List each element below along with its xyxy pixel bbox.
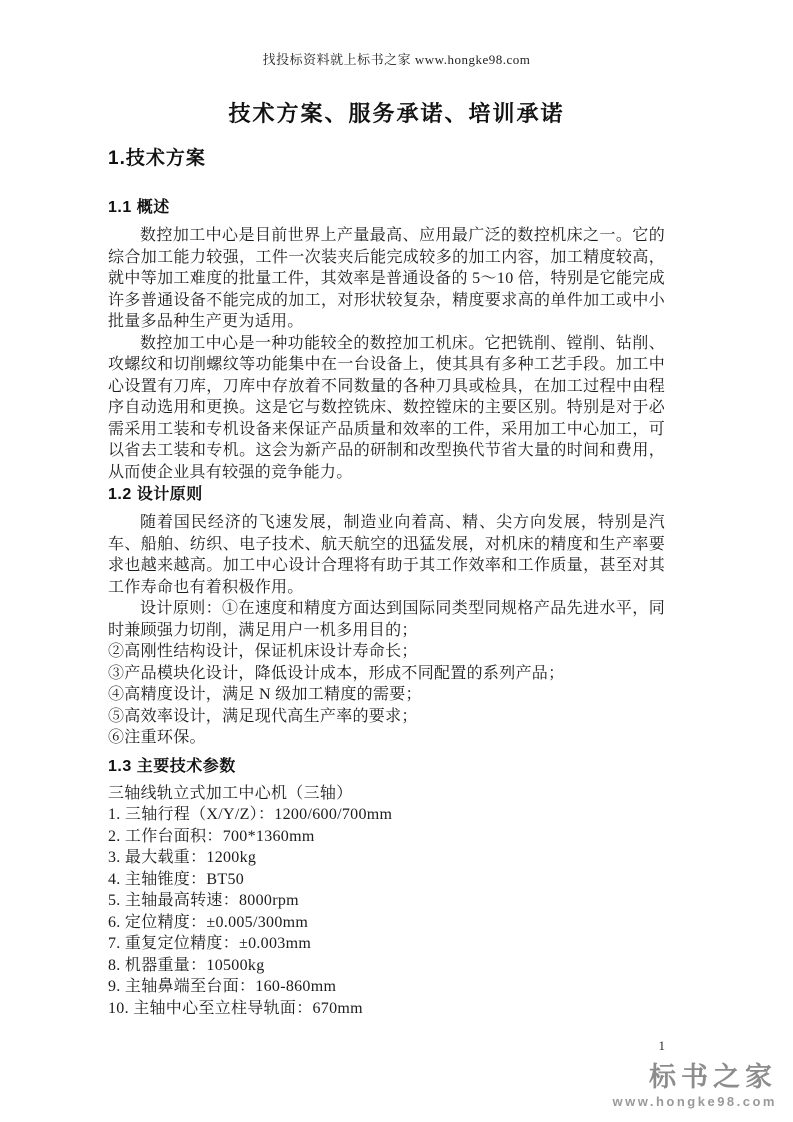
document-body	[108, 140, 665, 1019]
document-title: 技术方案、服务承诺、培训承诺	[228, 101, 565, 126]
parameter-item: 10. 主轴中心至立柱导轨面：670mm	[108, 999, 363, 1017]
design-principle-item: ④高精度设计，满足 N 级加工精度的需要；	[108, 686, 422, 703]
parameter-item: 6. 定位精度：±0.005/300mm	[108, 913, 309, 931]
watermark-logo: 标书之家	[649, 1062, 777, 1092]
design-principle-item: ⑤高效率设计，满足现代高生产率的要求；	[108, 707, 418, 725]
parameter-item: 7. 重复定位精度：±0.003mm	[108, 935, 312, 952]
section-heading-main-parameters: 1.3 主要技术参数	[108, 757, 236, 775]
design-principle-item: ③产品模块化设计，降低设计成本，形成不同配置的系列产品；	[108, 664, 565, 682]
page-number: 1	[658, 1038, 665, 1053]
parameter-item: 5. 主轴最高转速：8000rpm	[108, 892, 299, 909]
page-header-text: 找投标资料就上标书之家 www.hongke98.com	[262, 52, 531, 67]
design-principle-item: ⑥注重环保。	[108, 729, 206, 746]
design-principle-item: ②高刚性结构设计，保证机床设计寿命长；	[108, 643, 418, 660]
chapter-heading-technical-plan: 1.技术方案	[108, 148, 206, 169]
machine-type-line: 三轴线轨立式加工中心机（三轴）	[108, 784, 353, 802]
overview-paragraph-1: 数控加工中心是目前世界上产量最高、应用最广泛的数控机床之一。它的综合加工能力较强，工件一次装夹后能完成较多的加工内容，加工精度较高，就中等加工难度的批量工件，其效率是普通设备的 5～10 倍，特别是它能完成许多普通设备不能完成的加工，对形状较复杂，精度要求高的单件加工或中小批量多品种生产更为适用。	[108, 227, 665, 330]
parameter-item: 8. 机器重量：10500kg	[108, 956, 265, 974]
parameter-item: 9. 主轴鼻端至台面：160-860mm	[108, 978, 337, 995]
design-principles-list	[108, 641, 665, 749]
design-principles-lead: 设计原则：①在速度和精度方面达到国际同类型同规格产品先进水平，同时兼顾强力切削，满足用户一机多用目的；	[108, 600, 665, 639]
section-heading-design-principles: 1.2 设计原则	[108, 486, 203, 503]
overview-paragraph-2: 数控加工中心是一种功能较全的数控加工机床。它把铣削、镗削、钻削、攻螺纹和切削螺纹等功能集中在一台设备上，使其具有多种工艺手段。加工中心设置有刀库，刀库中存放着不同数量的各种刀具或检具，在加工过程中由程序自动选用和更换。这是它与数控铣床、数控镗床的主要区别。特别是对于必需采用工装和专机设备来保证产品质量和效率的工件，采用加工中心加工，可以省去工装和专机。这会为新产品的研制和改型换代节省大量的时间和费用，从而使企业具有较强的竞争能力。	[108, 334, 665, 481]
parameter-item: 2. 工作台面积：700*1360mm	[108, 827, 315, 845]
parameter-item: 3. 最大载重：1200kg	[108, 849, 257, 866]
design-intro-paragraph: 随着国民经济的飞速发展，制造业向着高、精、尖方向发展，特别是汽车、船舶、纺织、电子技术、航天航空的迅猛发展，对机床的精度和生产率要求也越来越高。加工中心设计合理将有助于其工作效率和工作质量，甚至对其工作寿命也有着积极作用。	[108, 514, 665, 596]
parameter-item: 4. 主轴锥度：BT50	[108, 870, 245, 888]
section-heading-overview: 1.1 概述	[108, 199, 170, 216]
watermark	[613, 1062, 778, 1109]
watermark-url: www.hongke98.com	[612, 1094, 777, 1109]
parameters-list	[108, 804, 665, 1019]
parameter-item: 1. 三轴行程（X/Y/Z）：1200/600/700mm	[108, 806, 393, 823]
